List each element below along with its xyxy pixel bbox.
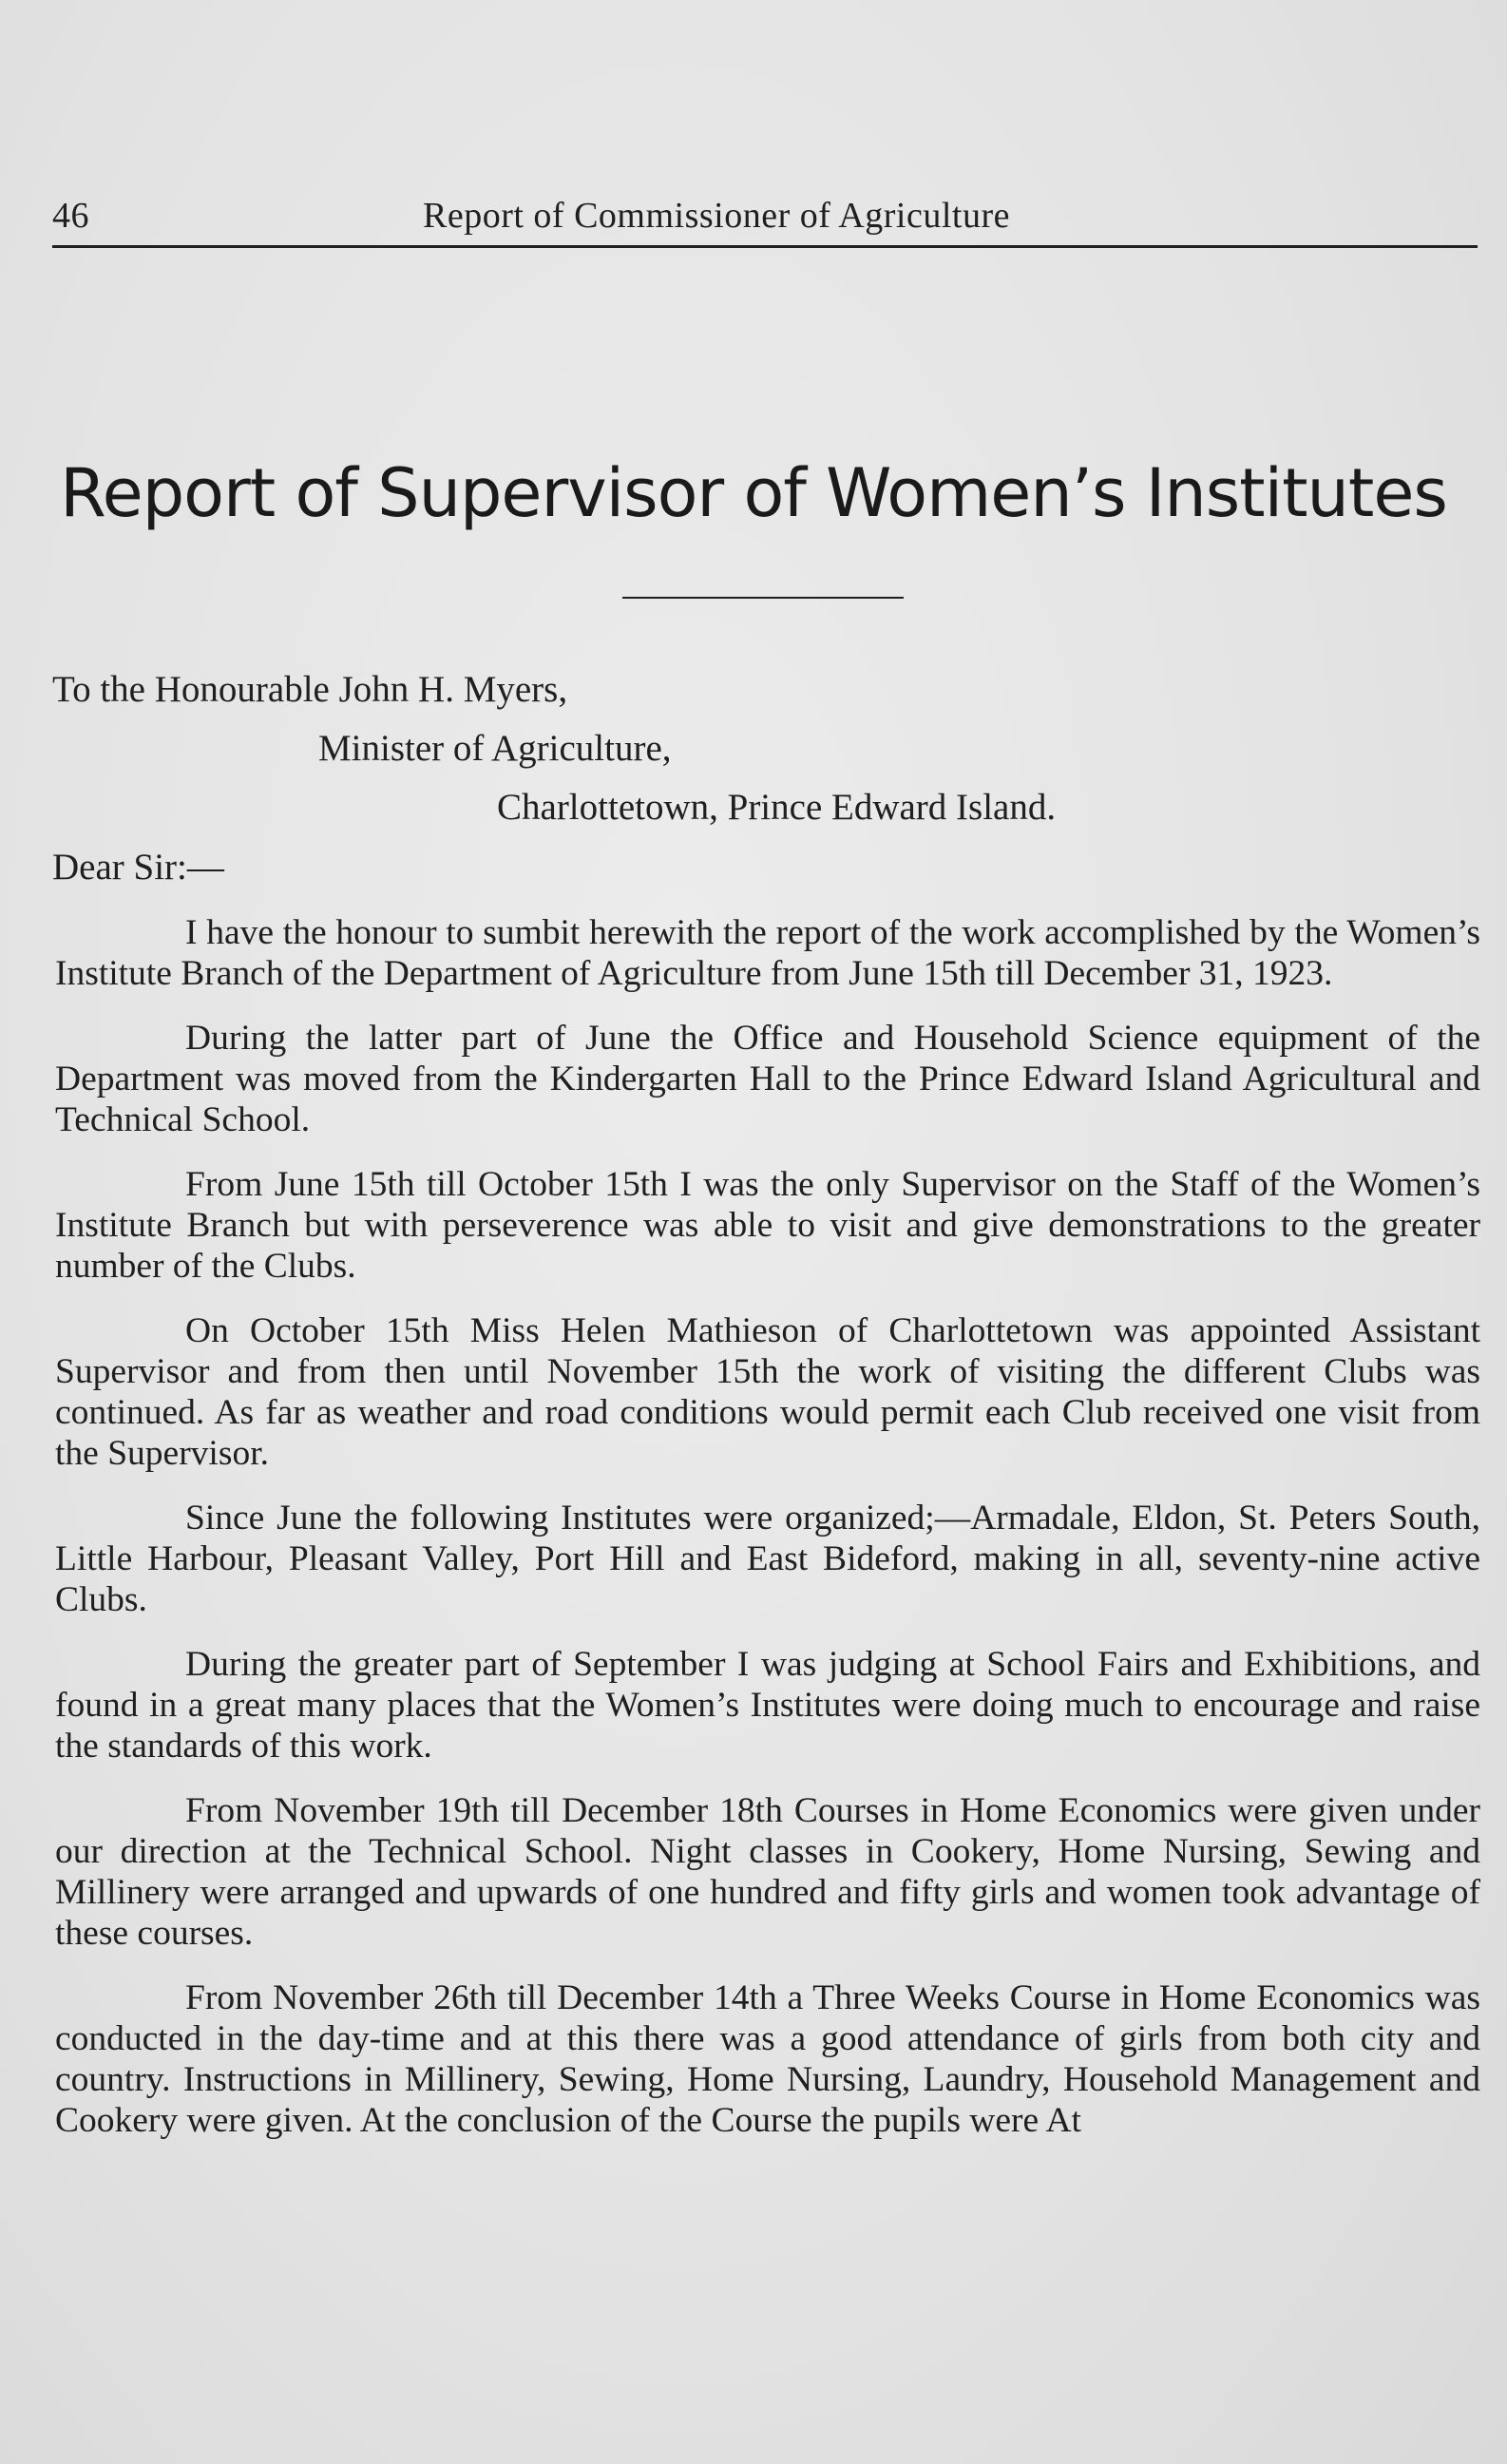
address-recipient: To the Honourable John H. Myers, <box>52 669 568 710</box>
header-rule <box>52 245 1478 248</box>
paragraph: I have the honour to sumbit herewith the report of the work accomplished by the Women’s Institute Branch of the Department of Agriculture from June 15th till December 31, 1923. <box>55 913 1480 993</box>
title-divider <box>622 597 904 599</box>
paragraph: Since June the following Institutes were organized;—Armadale, Eldon, St. Peters South, Little Harbour, Pleasant Valley, Port Hill and East Bideford, making in all, seventy-nine active Clubs. <box>55 1499 1480 1619</box>
paragraph: From June 15th till October 15th I was the only Supervisor on the Staff of the Women’s Institute Branch but with perseverence was able to visit and give demonstrations to the greater number of the Clubs. <box>55 1165 1480 1286</box>
paragraph: From November 19th till December 18th Courses in Home Economics were given under our direction at the Technical School. Night classes in Cookery, Home Nursing, Sewing and Millinery were arranged and upwards of one hundred and fifty girls and women took advantage of these courses. <box>55 1791 1480 1953</box>
paragraph: During the greater part of September I was judging at School Fairs and Exhibitions, and found in a great many places that the Women’s Institutes were doing much to encourage and raise the standards of this work. <box>55 1645 1480 1766</box>
page-number: 46 <box>52 196 89 236</box>
report-body <box>55 912 1480 2165</box>
report-title: Report of Supervisor of Women’s Institutes <box>60 454 1447 532</box>
salutation: Dear Sir:— <box>52 847 224 888</box>
paragraph: On October 15th Miss Helen Mathieson of Charlottetown was appointed Assistant Supervisor and from then until November 15th the work of visiting the different Clubs was continued. As far as weather and road conditions would permit each Club received one visit from the Supervisor. <box>55 1311 1480 1473</box>
running-header <box>52 195 1478 247</box>
address-position: Minister of Agriculture, <box>318 728 672 769</box>
running-title: Report of Commissioner of Agriculture <box>423 196 1010 236</box>
address-location: Charlottetown, Prince Edward Island. <box>497 787 1057 828</box>
paragraph: During the latter part of June the Office and Household Science equipment of the Department was moved from the Kindergarten Hall to the Prince Edward Island Agricultural and Technical School. <box>55 1019 1480 1139</box>
paragraph: From November 26th till December 14th a Three Weeks Course in Home Economics was conducted in the day-time and at this there was a good attendance of girls from both city and country. Instructions in Millinery, Sewing, Home Nursing, Laundry, Household Management and Cookery were given. At the conclusion of the Course the pupils were At <box>55 1978 1480 2140</box>
